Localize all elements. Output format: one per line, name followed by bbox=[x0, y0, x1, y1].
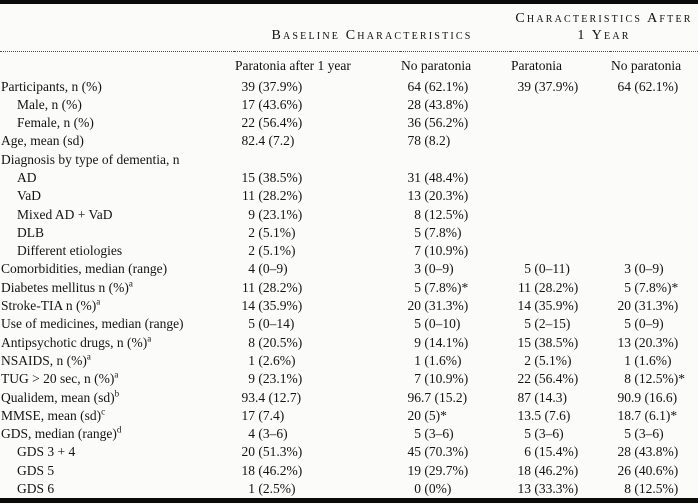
data-cell bbox=[610, 187, 698, 205]
data-cell: 9 (23.1%) bbox=[248, 206, 303, 222]
data-cell: 18 (46.2%) bbox=[241, 462, 303, 478]
data-cell: 18.7 (6.1)* bbox=[617, 407, 678, 423]
data-cell: 18 (46.2%) bbox=[517, 462, 579, 478]
data-cell bbox=[510, 242, 610, 260]
data-cell: 22 (56.4%) bbox=[517, 371, 579, 387]
table-row bbox=[0, 480, 698, 501]
data-cell: 87 (14.3) bbox=[517, 389, 567, 405]
column-header-paratonia-after-1-year: Paratonia after 1 year bbox=[235, 58, 351, 74]
table-row bbox=[0, 224, 698, 242]
row-label: VaD bbox=[17, 188, 41, 204]
data-cell: 3 (0–9) bbox=[414, 261, 454, 277]
table-row bbox=[0, 334, 698, 352]
row-label: Comorbidities, median (range) bbox=[1, 261, 168, 277]
row-label: Age, mean (sd) bbox=[1, 133, 84, 149]
data-cell: 14 (35.9%) bbox=[517, 298, 579, 314]
data-cell: 8 (20.5%) bbox=[248, 334, 303, 350]
group-header-characteristics-after-1-year: Characteristics After 1 Year bbox=[510, 2, 698, 52]
data-cell: 5 (0–11) bbox=[524, 261, 570, 277]
data-cell bbox=[400, 151, 510, 169]
table-row bbox=[0, 370, 698, 388]
stub-cell bbox=[0, 2, 234, 52]
data-cell: 13.5 (7.6) bbox=[517, 407, 571, 423]
data-cell: 8 (12.5%)* bbox=[624, 371, 685, 387]
data-cell: 5 (7.8%)* bbox=[624, 279, 679, 295]
data-cell bbox=[510, 96, 610, 114]
row-label: Female, n (%) bbox=[17, 115, 94, 131]
data-cell: 5 (3–6) bbox=[414, 426, 454, 442]
data-cell: 22 (56.4%) bbox=[241, 115, 303, 131]
data-cell: 1 (1.6%) bbox=[624, 352, 672, 368]
table-row bbox=[0, 187, 698, 205]
data-cell: 64 (62.1%) bbox=[407, 78, 469, 94]
row-label: Qualidem, mean (sd)$^b$ bbox=[1, 388, 120, 405]
table-row bbox=[0, 389, 698, 407]
row-label: NSAIDS, n (%)$^a$ bbox=[1, 351, 91, 368]
row-label: MMSE, mean (sd)$^c$ bbox=[1, 406, 106, 423]
data-cell bbox=[510, 114, 610, 132]
row-label: AD bbox=[17, 169, 37, 185]
data-cell: 5 (2–15) bbox=[524, 316, 571, 332]
data-cell: 5 (0–10) bbox=[414, 316, 461, 332]
row-label: TUG > 20 sec, n (%)$^a$ bbox=[1, 370, 119, 387]
data-cell: 13 (20.3%) bbox=[407, 188, 469, 204]
data-cell: 20 (5)* bbox=[407, 407, 447, 423]
row-label: Stroke-TIA n (%)$^a$ bbox=[1, 297, 101, 314]
data-cell bbox=[610, 132, 698, 150]
group-header-row bbox=[0, 2, 698, 52]
footnote-marker: a bbox=[114, 370, 119, 380]
stub-cell bbox=[0, 52, 234, 78]
footnote-marker: a bbox=[96, 297, 101, 307]
column-header-no-paratonia-after: No paratonia bbox=[611, 58, 682, 74]
table-row bbox=[0, 242, 698, 260]
data-cell bbox=[610, 242, 698, 260]
column-header-paratonia-after: Paratonia bbox=[511, 58, 562, 74]
data-cell bbox=[510, 206, 610, 224]
data-cell: 28 (43.8%) bbox=[407, 96, 469, 112]
data-cell: 9 (23.1%) bbox=[248, 371, 303, 387]
row-label: DLB bbox=[17, 224, 44, 240]
data-cell: 90.9 (16.6) bbox=[617, 389, 678, 405]
table-row bbox=[0, 169, 698, 187]
footnote-marker: c bbox=[101, 406, 106, 417]
data-cell: 2 (5.1%) bbox=[248, 224, 296, 240]
data-cell bbox=[610, 96, 698, 114]
data-cell: 93.4 (12.7) bbox=[241, 389, 302, 405]
column-header-row bbox=[0, 52, 698, 78]
table-row bbox=[0, 352, 698, 370]
table-row bbox=[0, 462, 698, 480]
table-body bbox=[0, 78, 698, 501]
table-head bbox=[0, 2, 698, 78]
data-cell bbox=[510, 224, 610, 242]
data-cell: 5 (3–6) bbox=[624, 426, 664, 442]
data-cell bbox=[234, 151, 400, 169]
data-cell: 7 (10.9%) bbox=[414, 371, 469, 387]
table-row bbox=[0, 151, 698, 169]
data-cell: 26 (40.6%) bbox=[617, 462, 679, 478]
data-cell: 17 (7.4) bbox=[241, 407, 285, 423]
data-cell: 2 (5.1%) bbox=[524, 352, 572, 368]
data-cell: 5 (7.8%)* bbox=[414, 279, 469, 295]
data-cell: 39 (37.9%) bbox=[241, 78, 303, 94]
data-cell bbox=[510, 169, 610, 187]
table-row bbox=[0, 132, 698, 150]
table-row bbox=[0, 407, 698, 425]
table-row bbox=[0, 279, 698, 297]
column-header-no-paratonia-baseline: No paratonia bbox=[401, 58, 472, 74]
data-cell: 3 (0–9) bbox=[624, 261, 664, 277]
data-cell bbox=[510, 151, 610, 169]
row-label: GDS 5 bbox=[17, 462, 55, 478]
table-row bbox=[0, 260, 698, 278]
row-label: Mixed AD + VaD bbox=[17, 206, 113, 222]
data-cell: 5 (3–6) bbox=[524, 426, 564, 442]
footnote-marker: b bbox=[114, 388, 120, 399]
row-label: Diabetes mellitus n (%)$^a$ bbox=[1, 278, 133, 295]
data-cell bbox=[510, 132, 610, 150]
row-label: GDS 6 bbox=[17, 481, 55, 497]
data-cell: 4 (0–9) bbox=[248, 261, 288, 277]
data-cell: 9 (14.1%) bbox=[414, 334, 469, 350]
data-cell bbox=[610, 151, 698, 169]
table-row bbox=[0, 78, 698, 96]
data-cell: 20 (51.3%) bbox=[241, 444, 303, 460]
footnote-marker: a bbox=[128, 278, 133, 289]
table-row bbox=[0, 443, 698, 461]
data-cell: 11 (28.2%) bbox=[242, 279, 303, 295]
data-cell: 14 (35.9%) bbox=[241, 298, 303, 314]
data-cell: 5 (0–9) bbox=[624, 316, 664, 332]
data-cell bbox=[510, 187, 610, 205]
data-cell: 20 (31.3%) bbox=[407, 298, 469, 314]
footnote-marker: a bbox=[147, 333, 152, 344]
data-cell: 39 (37.9%) bbox=[517, 78, 579, 94]
data-cell: 1 (1.6%) bbox=[414, 352, 462, 368]
table-row bbox=[0, 206, 698, 224]
data-cell: 64 (62.1%) bbox=[617, 78, 679, 94]
data-cell bbox=[610, 169, 698, 187]
data-cell: 1 (2.6%) bbox=[248, 352, 296, 368]
data-cell: 1 (2.5%) bbox=[248, 481, 296, 497]
data-cell bbox=[610, 206, 698, 224]
row-label: Antipsychotic drugs, n (%)$^a$ bbox=[1, 333, 152, 350]
data-cell: 31 (48.4%) bbox=[407, 169, 469, 185]
data-cell: 96.7 (15.2) bbox=[407, 389, 468, 405]
data-cell: 19 (29.7%) bbox=[407, 462, 469, 478]
row-label: Different etiologies bbox=[17, 243, 123, 259]
data-cell: 5 (7.8%) bbox=[414, 224, 462, 240]
data-cell bbox=[610, 114, 698, 132]
data-cell: 11 (28.2%) bbox=[518, 279, 579, 295]
data-cell: 5 (0–14) bbox=[248, 316, 295, 332]
data-cell: 11 (28.2%) bbox=[242, 188, 303, 204]
row-label: Participants, n (%) bbox=[1, 78, 102, 94]
table-row bbox=[0, 425, 698, 443]
footnote-marker: a bbox=[86, 351, 91, 362]
data-cell: 4 (3–6) bbox=[248, 426, 288, 442]
data-cell: 78 (8.2) bbox=[407, 133, 451, 149]
data-cell: 82.4 (7.2) bbox=[241, 133, 295, 149]
data-cell: 15 (38.5%) bbox=[241, 169, 303, 185]
row-label: Male, n (%) bbox=[17, 96, 82, 112]
data-cell: 28 (43.8%) bbox=[617, 444, 679, 460]
data-cell: 45 (70.3%) bbox=[407, 444, 469, 460]
row-label: GDS, median (range)$^d$ bbox=[1, 425, 122, 442]
table-row bbox=[0, 297, 698, 315]
footnote-marker: d bbox=[116, 425, 122, 435]
data-cell: 8 (12.5%) bbox=[624, 481, 679, 497]
table-row bbox=[0, 96, 698, 114]
table-row bbox=[0, 114, 698, 132]
data-cell: 7 (10.9%) bbox=[414, 243, 469, 259]
data-cell: 6 (15.4%) bbox=[524, 444, 579, 460]
row-label: GDS 3 + 4 bbox=[17, 444, 76, 460]
data-cell bbox=[610, 224, 698, 242]
data-cell: 2 (5.1%) bbox=[248, 243, 296, 259]
table-row bbox=[0, 315, 698, 333]
group-header-baseline-characteristics: Baseline Characteristics bbox=[234, 2, 510, 52]
data-cell: 13 (20.3%) bbox=[617, 334, 679, 350]
data-cell: 0 (0%) bbox=[414, 481, 452, 497]
data-cell: 20 (31.3%) bbox=[617, 298, 679, 314]
data-cell: 36 (56.2%) bbox=[407, 115, 469, 131]
data-cell: 17 (43.6%) bbox=[241, 96, 303, 112]
data-cell: 15 (38.5%) bbox=[517, 334, 579, 350]
row-label: Diagnosis by type of dementia, n bbox=[1, 151, 180, 167]
data-cell: 13 (33.3%) bbox=[517, 481, 579, 497]
row-label: Use of medicines, median (range) bbox=[1, 316, 184, 332]
data-cell: 8 (12.5%) bbox=[414, 206, 469, 222]
